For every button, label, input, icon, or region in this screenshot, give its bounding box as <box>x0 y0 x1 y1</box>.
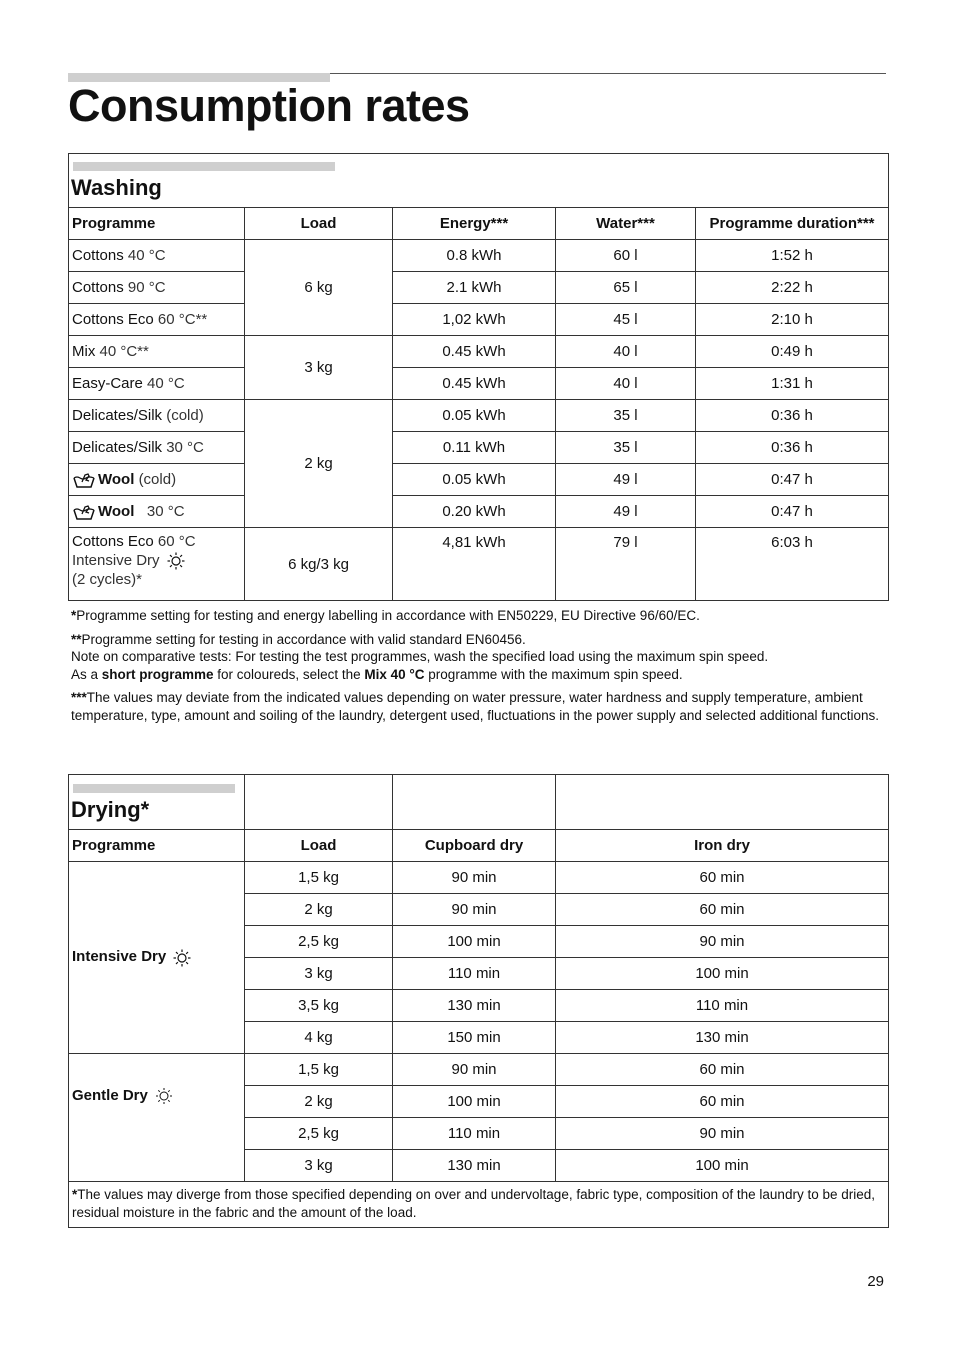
iron-cell: 60 min <box>556 862 889 894</box>
load-cell: 3 kg <box>245 958 393 990</box>
programme-group-intensive <box>69 862 245 1054</box>
duration-cell: 0:47 h <box>696 464 889 496</box>
sun-outline-icon <box>155 1087 173 1105</box>
table-row <box>69 336 889 368</box>
duration-cell: 0:36 h <box>696 400 889 432</box>
col-header-programme: Programme <box>69 830 245 862</box>
programme-name: Wool <box>98 470 135 488</box>
duration-cell: 0:49 h <box>696 336 889 368</box>
washing-notes <box>71 607 883 730</box>
drying-table <box>68 774 889 1228</box>
cupboard-cell: 130 min <box>393 1150 556 1182</box>
note-1 <box>71 607 883 625</box>
programme-name: Cottons Eco <box>72 533 154 550</box>
col-header-duration: Programme duration*** <box>696 208 889 240</box>
table-row <box>69 464 889 496</box>
programme-name: Gentle Dry <box>72 1087 148 1104</box>
table-row <box>69 432 889 464</box>
load-cell: 1,5 kg <box>245 1054 393 1086</box>
programme-name: Wool <box>98 502 135 520</box>
empty-header-cell <box>245 775 393 830</box>
load-cell: 2 kg <box>245 400 393 528</box>
cupboard-cell: 90 min <box>393 1054 556 1086</box>
col-header-energy: Energy*** <box>393 208 556 240</box>
empty-header-cell <box>556 775 889 830</box>
cupboard-cell: 90 min <box>393 862 556 894</box>
section-accent-bar <box>73 784 235 793</box>
load-cell: 3 kg <box>245 336 393 400</box>
load-cell: 6 kg/3 kg <box>245 528 393 601</box>
energy-cell: 0.11 kWh <box>393 432 556 464</box>
col-header-load: Load <box>245 830 393 862</box>
note-text: programme with the maximum spin speed. <box>424 666 683 682</box>
programme-temp: 60 °C** <box>157 311 208 328</box>
energy-cell: 0.05 kWh <box>393 464 556 496</box>
table-row <box>69 240 889 272</box>
load-cell: 2 kg <box>245 1086 393 1118</box>
programme-temp: 90 °C <box>127 279 166 296</box>
page-number: 29 <box>867 1273 884 1290</box>
iron-cell: 100 min <box>556 958 889 990</box>
table-row <box>69 400 889 432</box>
programme-temp: 40 °C <box>127 247 166 264</box>
water-cell: 49 l <box>556 464 696 496</box>
empty-header-cell <box>393 775 556 830</box>
programme-temp: 30 °C <box>146 502 185 520</box>
note-marker: * <box>71 608 77 623</box>
programme-temp: 60 °C <box>157 533 196 550</box>
water-cell: 49 l <box>556 496 696 528</box>
load-cell: 2,5 kg <box>245 1118 393 1150</box>
drying-section-header <box>69 775 245 830</box>
washing-section-header <box>69 154 889 208</box>
water-cell: 40 l <box>556 336 696 368</box>
load-cell: 3 kg <box>245 1150 393 1182</box>
cupboard-cell: 130 min <box>393 990 556 1022</box>
note-text: The values may deviate from the indicated values depending on water pressure, water hardness and supply temperature, ambient temperature, type, amount and soiling of the laundry, detergent used, fluctuations in the power supply and selected additional functions. <box>71 690 880 723</box>
note-4 <box>71 666 883 684</box>
duration-cell: 2:10 h <box>696 304 889 336</box>
programme-temp: 40 °C <box>147 375 185 392</box>
iron-cell: 60 min <box>556 894 889 926</box>
note-marker: ** <box>71 631 82 647</box>
col-header-load: Load <box>245 208 393 240</box>
duration-cell: 0:36 h <box>696 432 889 464</box>
cupboard-cell: 100 min <box>393 1086 556 1118</box>
iron-cell: 130 min <box>556 1022 889 1054</box>
page-title: Consumption rates <box>68 80 470 131</box>
energy-cell: 4,81 kWh <box>393 528 556 601</box>
load-cell: 2 kg <box>245 894 393 926</box>
energy-cell: 0.20 kWh <box>393 496 556 528</box>
energy-cell: 2.1 kWh <box>393 272 556 304</box>
cupboard-cell: 110 min <box>393 958 556 990</box>
programme-name: Mix <box>72 343 96 360</box>
energy-cell: 0.45 kWh <box>393 368 556 400</box>
note-marker: *** <box>71 690 87 705</box>
table-row <box>69 304 889 336</box>
water-cell: 60 l <box>556 240 696 272</box>
note-text: for coloureds, select the <box>213 666 365 682</box>
wool-handwash-icon <box>73 472 95 488</box>
note-5 <box>71 689 883 724</box>
water-cell: 35 l <box>556 432 696 464</box>
note-emphasis: Mix 40 °C <box>364 666 425 682</box>
iron-cell: 100 min <box>556 1150 889 1182</box>
programme-temp: (cold) <box>166 407 204 424</box>
section-accent-bar <box>73 162 335 171</box>
iron-cell: 90 min <box>556 926 889 958</box>
programme-group-gentle <box>69 1054 245 1182</box>
drying-title: Drying* <box>71 796 150 822</box>
programme-temp: 30 °C <box>166 439 204 456</box>
cupboard-cell: 150 min <box>393 1022 556 1054</box>
duration-cell: 6:03 h <box>696 528 889 601</box>
energy-cell: 0.45 kWh <box>393 336 556 368</box>
note-2 <box>71 631 883 649</box>
load-cell: 3,5 kg <box>245 990 393 1022</box>
programme-subline: Intensive Dry <box>72 552 160 569</box>
washing-table <box>68 153 889 601</box>
table-row <box>69 1054 889 1086</box>
duration-cell: 1:52 h <box>696 240 889 272</box>
water-cell: 65 l <box>556 272 696 304</box>
note-marker: * <box>72 1187 78 1202</box>
duration-cell: 0:47 h <box>696 496 889 528</box>
cupboard-cell: 90 min <box>393 894 556 926</box>
energy-cell: 1,02 kWh <box>393 304 556 336</box>
programme-name: Cottons <box>72 247 124 264</box>
iron-cell: 60 min <box>556 1086 889 1118</box>
note-text: Programme setting for testing and energy labelling in accordance with EN50229, EU Directive 96/60/EC. <box>76 608 700 623</box>
wool-handwash-icon <box>73 504 95 520</box>
energy-cell: 0.8 kWh <box>393 240 556 272</box>
programme-name: Delicates/Silk <box>72 439 163 456</box>
programme-name: Delicates/Silk <box>72 407 163 424</box>
load-cell: 6 kg <box>245 240 393 336</box>
note-text: The values may diverge from those specified depending on over and undervoltage, fabric type, composition of the laundry to be dried, residual moisture in the fabric and the amount of the load. <box>72 1187 875 1220</box>
programme-temp: (cold) <box>138 470 177 488</box>
duration-cell: 2:22 h <box>696 272 889 304</box>
col-header-iron-dry: Iron dry <box>556 830 889 862</box>
table-row <box>69 368 889 400</box>
washing-title: Washing <box>71 175 162 200</box>
drying-footnote <box>69 1182 889 1228</box>
note-text: Programme setting for testing in accordance with valid standard EN60456. <box>81 631 526 647</box>
programme-temp: 40 °C** <box>99 343 149 360</box>
programme-name: Cottons <box>72 279 124 296</box>
programme-name: Cottons Eco <box>72 311 154 328</box>
note-emphasis: short programme <box>101 666 214 682</box>
sun-icon <box>173 949 191 967</box>
energy-cell: 0.05 kWh <box>393 400 556 432</box>
table-row <box>69 272 889 304</box>
table-row <box>69 496 889 528</box>
load-cell: 1,5 kg <box>245 862 393 894</box>
table-row <box>69 862 889 894</box>
water-cell: 40 l <box>556 368 696 400</box>
programme-cycles: (2 cycles)* <box>72 571 143 589</box>
cupboard-cell: 110 min <box>393 1118 556 1150</box>
duration-cell: 1:31 h <box>696 368 889 400</box>
table-row <box>69 528 889 601</box>
col-header-cupboard-dry: Cupboard dry <box>393 830 556 862</box>
water-cell: 35 l <box>556 400 696 432</box>
load-cell: 4 kg <box>245 1022 393 1054</box>
sun-icon <box>167 552 185 570</box>
water-cell: 79 l <box>556 528 696 601</box>
programme-name: Easy-Care <box>72 375 143 392</box>
cupboard-cell: 100 min <box>393 926 556 958</box>
col-header-water: Water*** <box>556 208 696 240</box>
load-cell: 2,5 kg <box>245 926 393 958</box>
iron-cell: 110 min <box>556 990 889 1022</box>
iron-cell: 90 min <box>556 1118 889 1150</box>
note-3: Note on comparative tests: For testing the test programmes, wash the specified load using the maximum spin speed. <box>71 649 769 664</box>
programme-name: Intensive Dry <box>72 948 167 966</box>
col-header-programme: Programme <box>69 208 245 240</box>
iron-cell: 60 min <box>556 1054 889 1086</box>
note-text: As a <box>71 666 102 682</box>
water-cell: 45 l <box>556 304 696 336</box>
